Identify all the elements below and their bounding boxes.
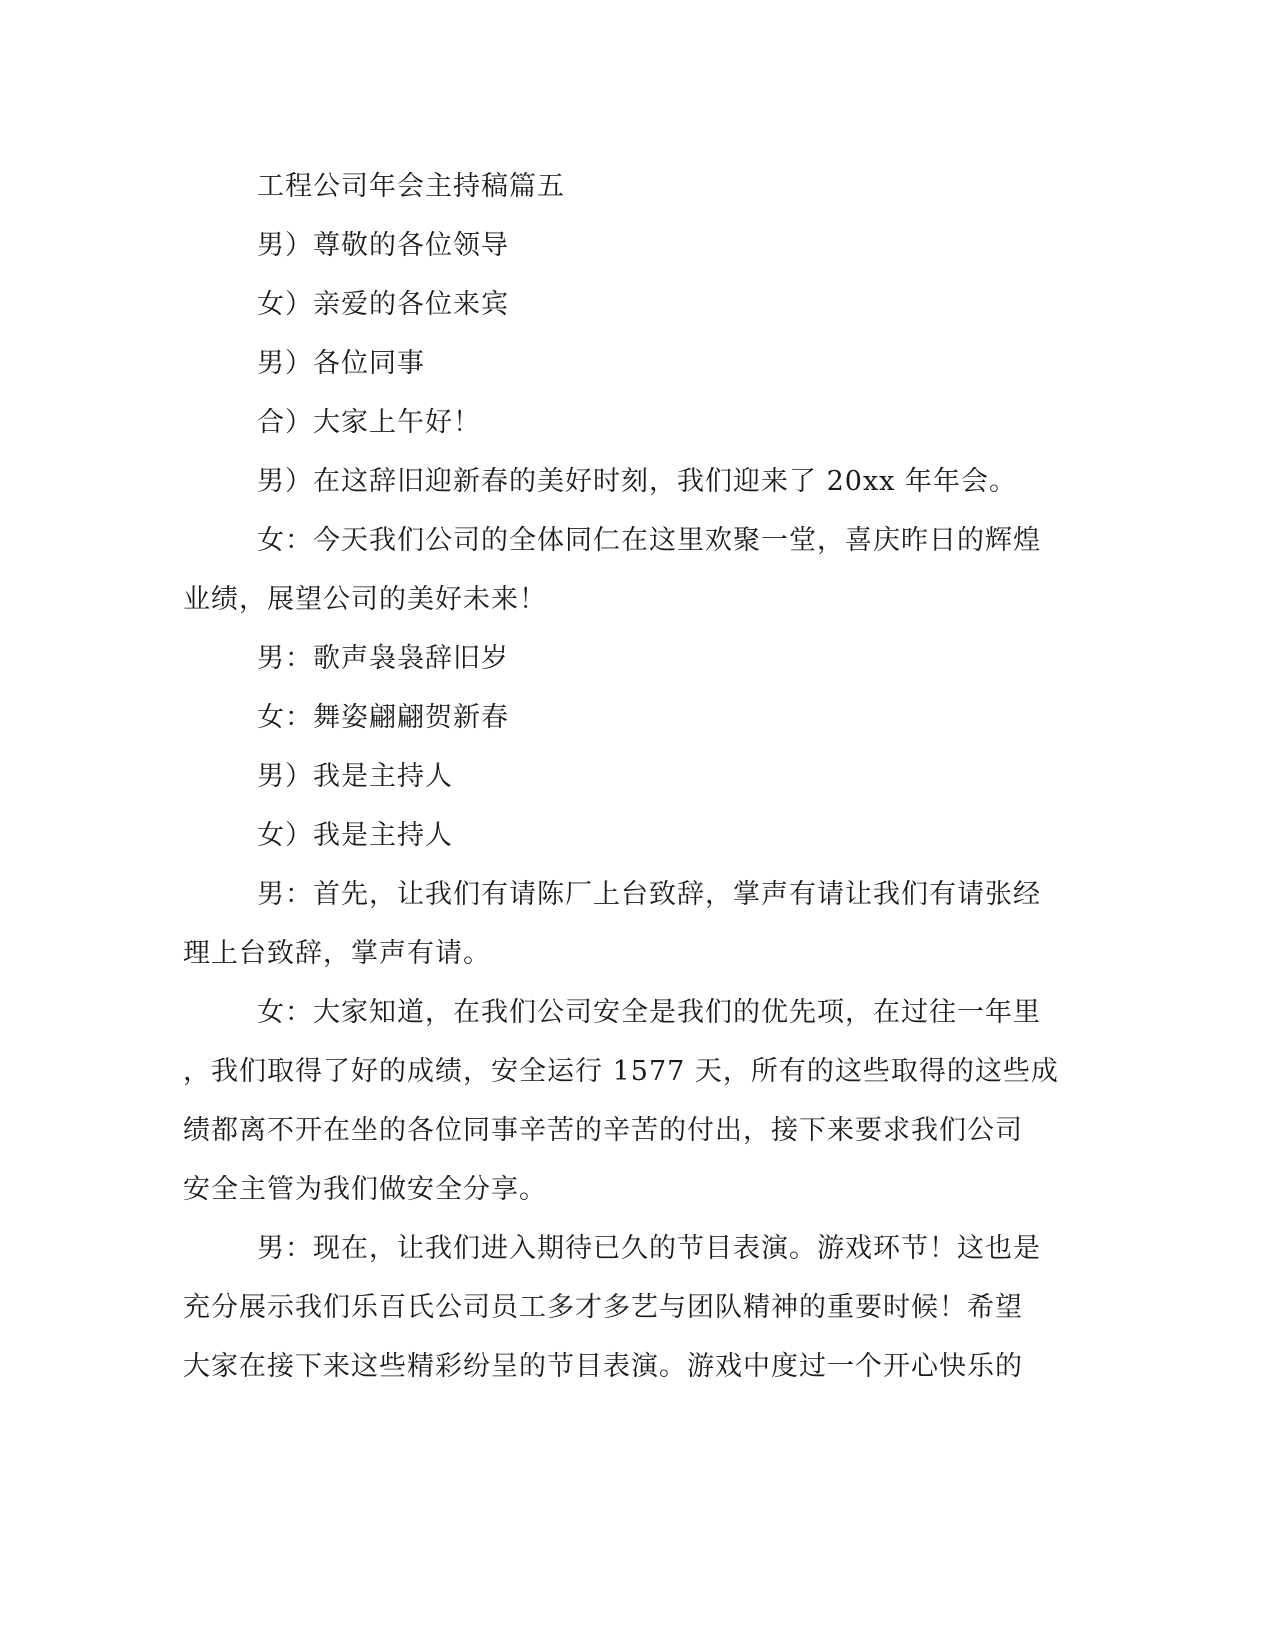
speech-line: 女）亲爱的各位来宾 (257, 289, 509, 320)
speech-line: 男：首先，让我们有请陈厂上台致辞，掌声有请让我们有请张经 (257, 879, 1041, 910)
speech-line-continuation: 理上台致辞，掌声有请。 (183, 938, 491, 969)
speech-line: 女：大家知道，在我们公司安全是我们的优先项，在过往一年里 (257, 997, 1041, 1028)
speech-line-continuation: 绩都离不开在坐的各位同事辛苦的辛苦的付出，接下来要求我们公司 (183, 1115, 1023, 1146)
speech-line: 男：现在，让我们进入期待已久的节目表演。游戏环节！这也是 (257, 1233, 1041, 1264)
speech-line: 男）各位同事 (257, 348, 425, 379)
speech-line: 男）尊敬的各位领导 (257, 230, 509, 261)
speech-line: 合）大家上午好！ (257, 407, 481, 438)
speech-line: 男：歌声袅袅辞旧岁 (257, 643, 509, 674)
speech-line-continuation: ，我们取得了好的成绩，安全运行 1577 天，所有的这些取得的这些成 (183, 1056, 1059, 1087)
document-title: 工程公司年会主持稿篇五 (257, 171, 565, 202)
speech-line: 男）我是主持人 (257, 761, 453, 792)
speech-line: 女）我是主持人 (257, 820, 453, 851)
speech-line-continuation: 业绩，展望公司的美好未来！ (183, 584, 547, 615)
document-body (183, 157, 1059, 1396)
speech-line-continuation: 安全主管为我们做安全分享。 (183, 1174, 547, 1205)
speech-line-continuation: 充分展示我们乐百氏公司员工多才多艺与团队精神的重要时候！希望 (183, 1292, 1023, 1323)
speech-line: 女：今天我们公司的全体同仁在这里欢聚一堂，喜庆昨日的辉煌 (257, 525, 1041, 556)
speech-line: 女：舞姿翩翩贺新春 (257, 702, 509, 733)
speech-line: 男）在这辞旧迎新春的美好时刻，我们迎来了 20xx 年年会。 (257, 466, 1017, 497)
speech-line-continuation: 大家在接下来这些精彩纷呈的节目表演。游戏中度过一个开心快乐的 (183, 1351, 1023, 1382)
